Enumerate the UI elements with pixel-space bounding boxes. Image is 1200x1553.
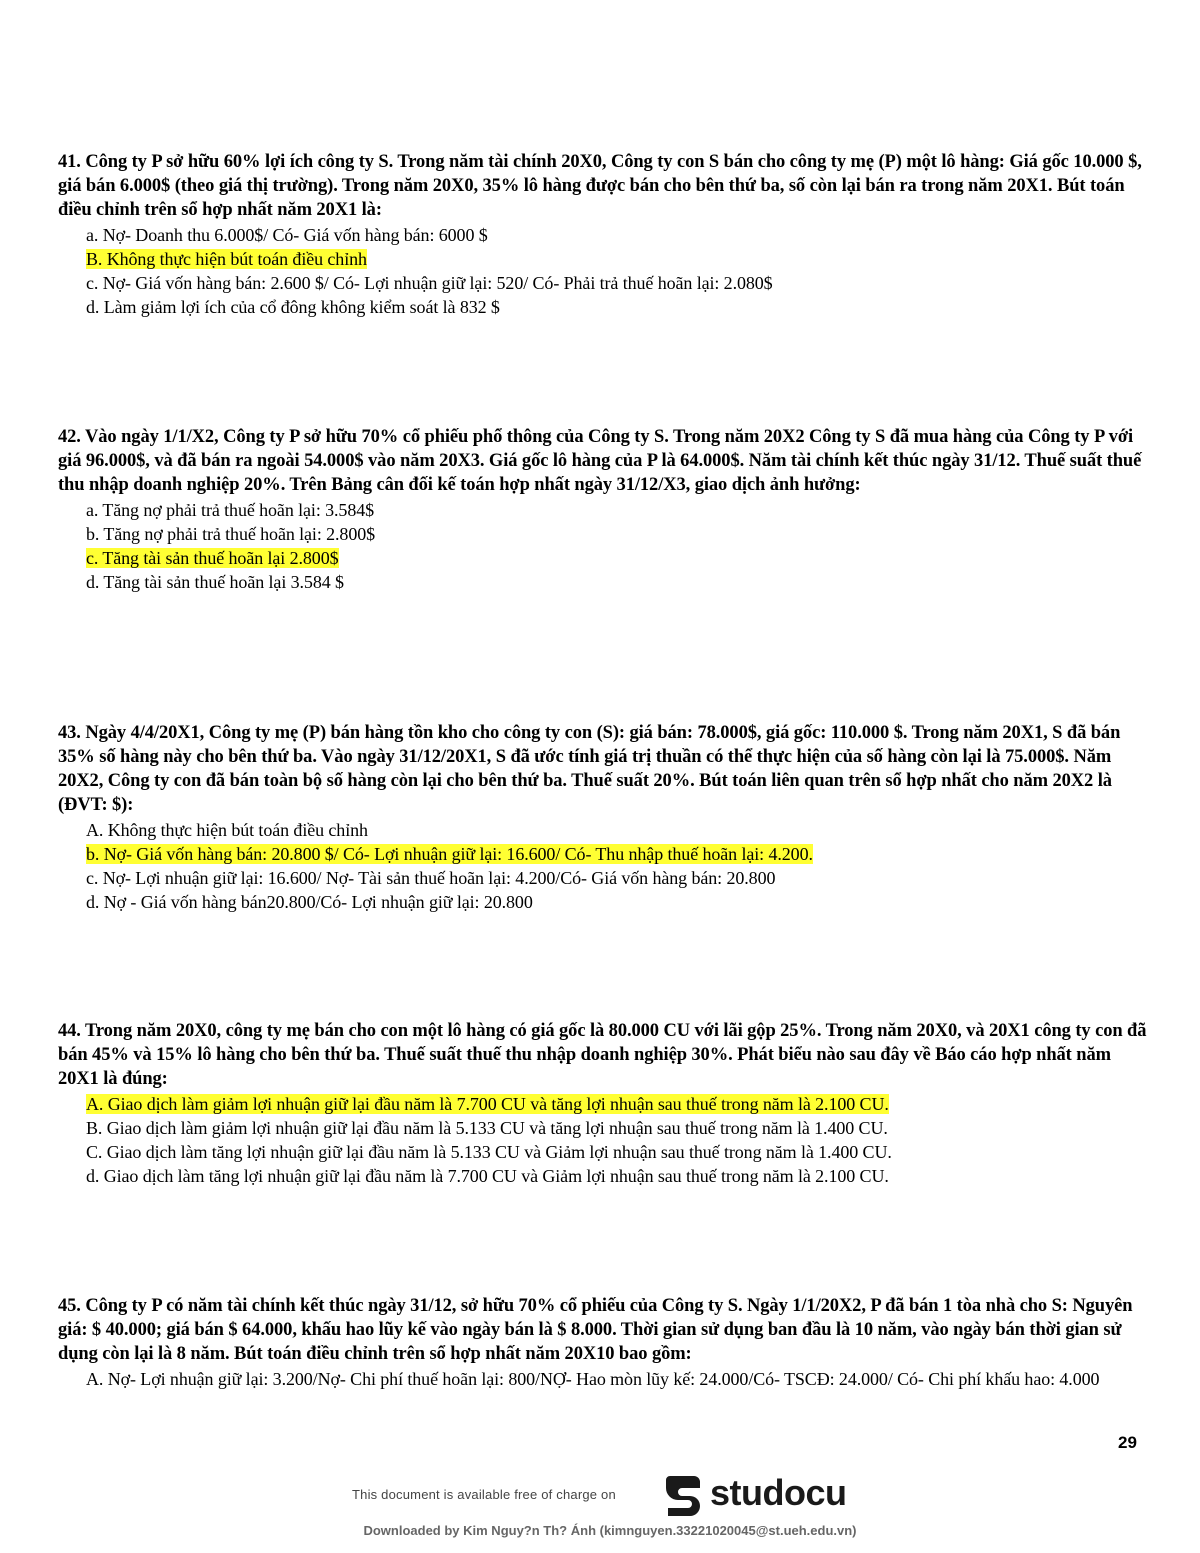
option-c: c. Nợ- Giá vốn hàng bán: 2.600 $/ Có- Lợi nhuận giữ lại: 520/ Có- Phải trả thuế hoãn lại: 2.080$ xyxy=(86,273,773,293)
option-b-highlighted: B. Không thực hiện bút toán điều chỉnh xyxy=(86,249,367,269)
option-a: a. Tăng nợ phải trả thuế hoãn lại: 3.584$ xyxy=(86,500,375,520)
option-b-highlighted: b. Nợ- Giá vốn hàng bán: 20.800 $/ Có- Lợi nhuận giữ lại: 16.600/ Có- Thu nhập thuế hoãn lại: 4.200. xyxy=(86,844,813,864)
option-d: d. Giao dịch làm tăng lợi nhuận giữ lại đầu năm là 7.700 CU và Giảm lợi nhuận sau thuế trong năm là 2.100 CU. xyxy=(86,1166,889,1186)
option-a: A. Nợ- Lợi nhuận giữ lại: 3.200/Nợ- Chi phí thuế hoãn lại: 800/NỢ- Hao mòn lũy kế: 24.000/Có- TSCĐ: 24.000/ Có- Chi phí khấu hao: 4.000 xyxy=(86,1369,1100,1389)
footer-availability-text: This document is available free of charge on xyxy=(352,1487,616,1502)
option-b: b. Tăng nợ phải trả thuế hoãn lại: 2.800$ xyxy=(86,524,376,544)
page-number: 29 xyxy=(1118,1433,1137,1452)
question-stem: 41. Công ty P sở hữu 60% lợi ích công ty S. Trong năm tài chính 20X0, Công ty con S bán cho công ty mẹ (P) một lô hàng: Giá gốc 10.000 $, giá bán 6.000$ (theo giá thị trường). Trong năm 20X0, 35% lô hàng được bán cho bên thứ ba, số còn lại bán ra trong năm 20X1. Bút toán điều chỉnh trên sổ hợp nhất năm 20X1 là: xyxy=(58,152,1142,220)
option-a: a. Nợ- Doanh thu 6.000$/ Có- Giá vốn hàng bán: 6000 $ xyxy=(86,225,488,245)
answer-options xyxy=(58,1092,1148,1188)
answer-options xyxy=(58,818,1148,914)
studocu-logo-icon xyxy=(660,1470,706,1516)
answer-options xyxy=(58,1367,1148,1391)
option-d: d. Làm giảm lợi ích của cổ đông không kiểm soát là 832 $ xyxy=(86,297,500,317)
studocu-brand-name: studocu xyxy=(710,1472,847,1513)
question-stem: 42. Vào ngày 1/1/X2, Công ty P sở hữu 70% cổ phiếu phổ thông của Công ty S. Trong năm 20X2 Công ty S đã mua hàng của Công ty P với giá 96.000$, và đã bán ra ngoài 54.000$ vào năm 20X3. Giá gốc lô hàng của P là 64.000$. Năm tài chính kết thúc ngày 31/12. Thuế suất thuế thu nhập doanh nghiệp 20%. Trên Bảng cân đối kế toán hợp nhất ngày 31/12/X3, giao dịch ảnh hưởng: xyxy=(58,427,1142,495)
question-41 xyxy=(58,150,1148,319)
question-45 xyxy=(58,1294,1148,1391)
option-b: B. Giao dịch làm giảm lợi nhuận giữ lại đầu năm là 5.133 CU và tăng lợi nhuận sau thuế trong năm là 1.400 CU. xyxy=(86,1118,888,1138)
answer-options xyxy=(58,223,1148,319)
question-44 xyxy=(58,1019,1148,1188)
question-42 xyxy=(58,425,1148,594)
option-c-highlighted: c. Tăng tài sản thuế hoãn lại 2.800$ xyxy=(86,548,339,568)
question-stem: 45. Công ty P có năm tài chính kết thúc ngày 31/12, sở hữu 70% cổ phiếu của Công ty S. Ngày 1/1/20X2, P đã bán 1 tòa nhà cho S: Nguyên giá: $ 40.000; giá bán $ 64.000, khấu hao lũy kế vào ngày bán là $ 8.000. Thời gian sử dụng ban đầu là 10 năm, vào ngày bán thời gian sử dụng còn lại là 8 năm. Bút toán điều chỉnh trên sổ hợp nhất năm 20X10 bao gồm: xyxy=(58,1296,1133,1364)
answer-options xyxy=(58,498,1148,594)
studocu-logo-link[interactable] xyxy=(660,1468,847,1518)
option-d: d. Nợ - Giá vốn hàng bán20.800/Có- Lợi nhuận giữ lại: 20.800 xyxy=(86,892,533,912)
question-43 xyxy=(58,721,1148,914)
option-c: C. Giao dịch làm tăng lợi nhuận giữ lại đầu năm là 5.133 CU và Giảm lợi nhuận sau thuế trong năm là 1.400 CU. xyxy=(86,1142,892,1162)
option-c: c. Nợ- Lợi nhuận giữ lại: 16.600/ Nợ- Tài sản thuế hoãn lại: 4.200/Có- Giá vốn hàng bán: 20.800 xyxy=(86,868,776,888)
question-stem: 44. Trong năm 20X0, công ty mẹ bán cho con một lô hàng có giá gốc là 80.000 CU với lãi gộp 25%. Trong năm 20X0, và 20X1 công ty con đã bán 45% và 15% lô hàng cho bên thứ ba. Thuế suất thuế thu nhập doanh nghiệp 30%. Phát biểu nào sau đây về Báo cáo hợp nhất năm 20X1 là đúng: xyxy=(58,1021,1147,1089)
option-a-highlighted: A. Giao dịch làm giảm lợi nhuận giữ lại đầu năm là 7.700 CU và tăng lợi nhuận sau thuế trong năm là 2.100 CU. xyxy=(86,1094,889,1114)
option-d: d. Tăng tài sản thuế hoãn lại 3.584 $ xyxy=(86,572,344,592)
download-attribution: Downloaded by Kim Nguy?n Th? Ánh (kimnguyen.33221020045@st.ueh.edu.vn) xyxy=(363,1523,857,1538)
option-a: A. Không thực hiện bút toán điều chỉnh xyxy=(86,820,368,840)
question-stem: 43. Ngày 4/4/20X1, Công ty mẹ (P) bán hàng tồn kho cho công ty con (S): giá bán: 78.000$, giá gốc: 110.000 $. Trong năm 20X1, S đã bán 35% số hàng này cho bên thứ ba. Vào ngày 31/12/20X1, S đã ước tính giá trị thuần có thể thực hiện của số hàng còn lại là 75.000$. Năm 20X2, Công ty con đã bán toàn bộ số hàng còn lại cho bên thứ ba. Thuế suất 20%. Bút toán liên quan trên sổ hợp nhất cho năm 20X2 là (ĐVT: $): xyxy=(58,723,1121,815)
